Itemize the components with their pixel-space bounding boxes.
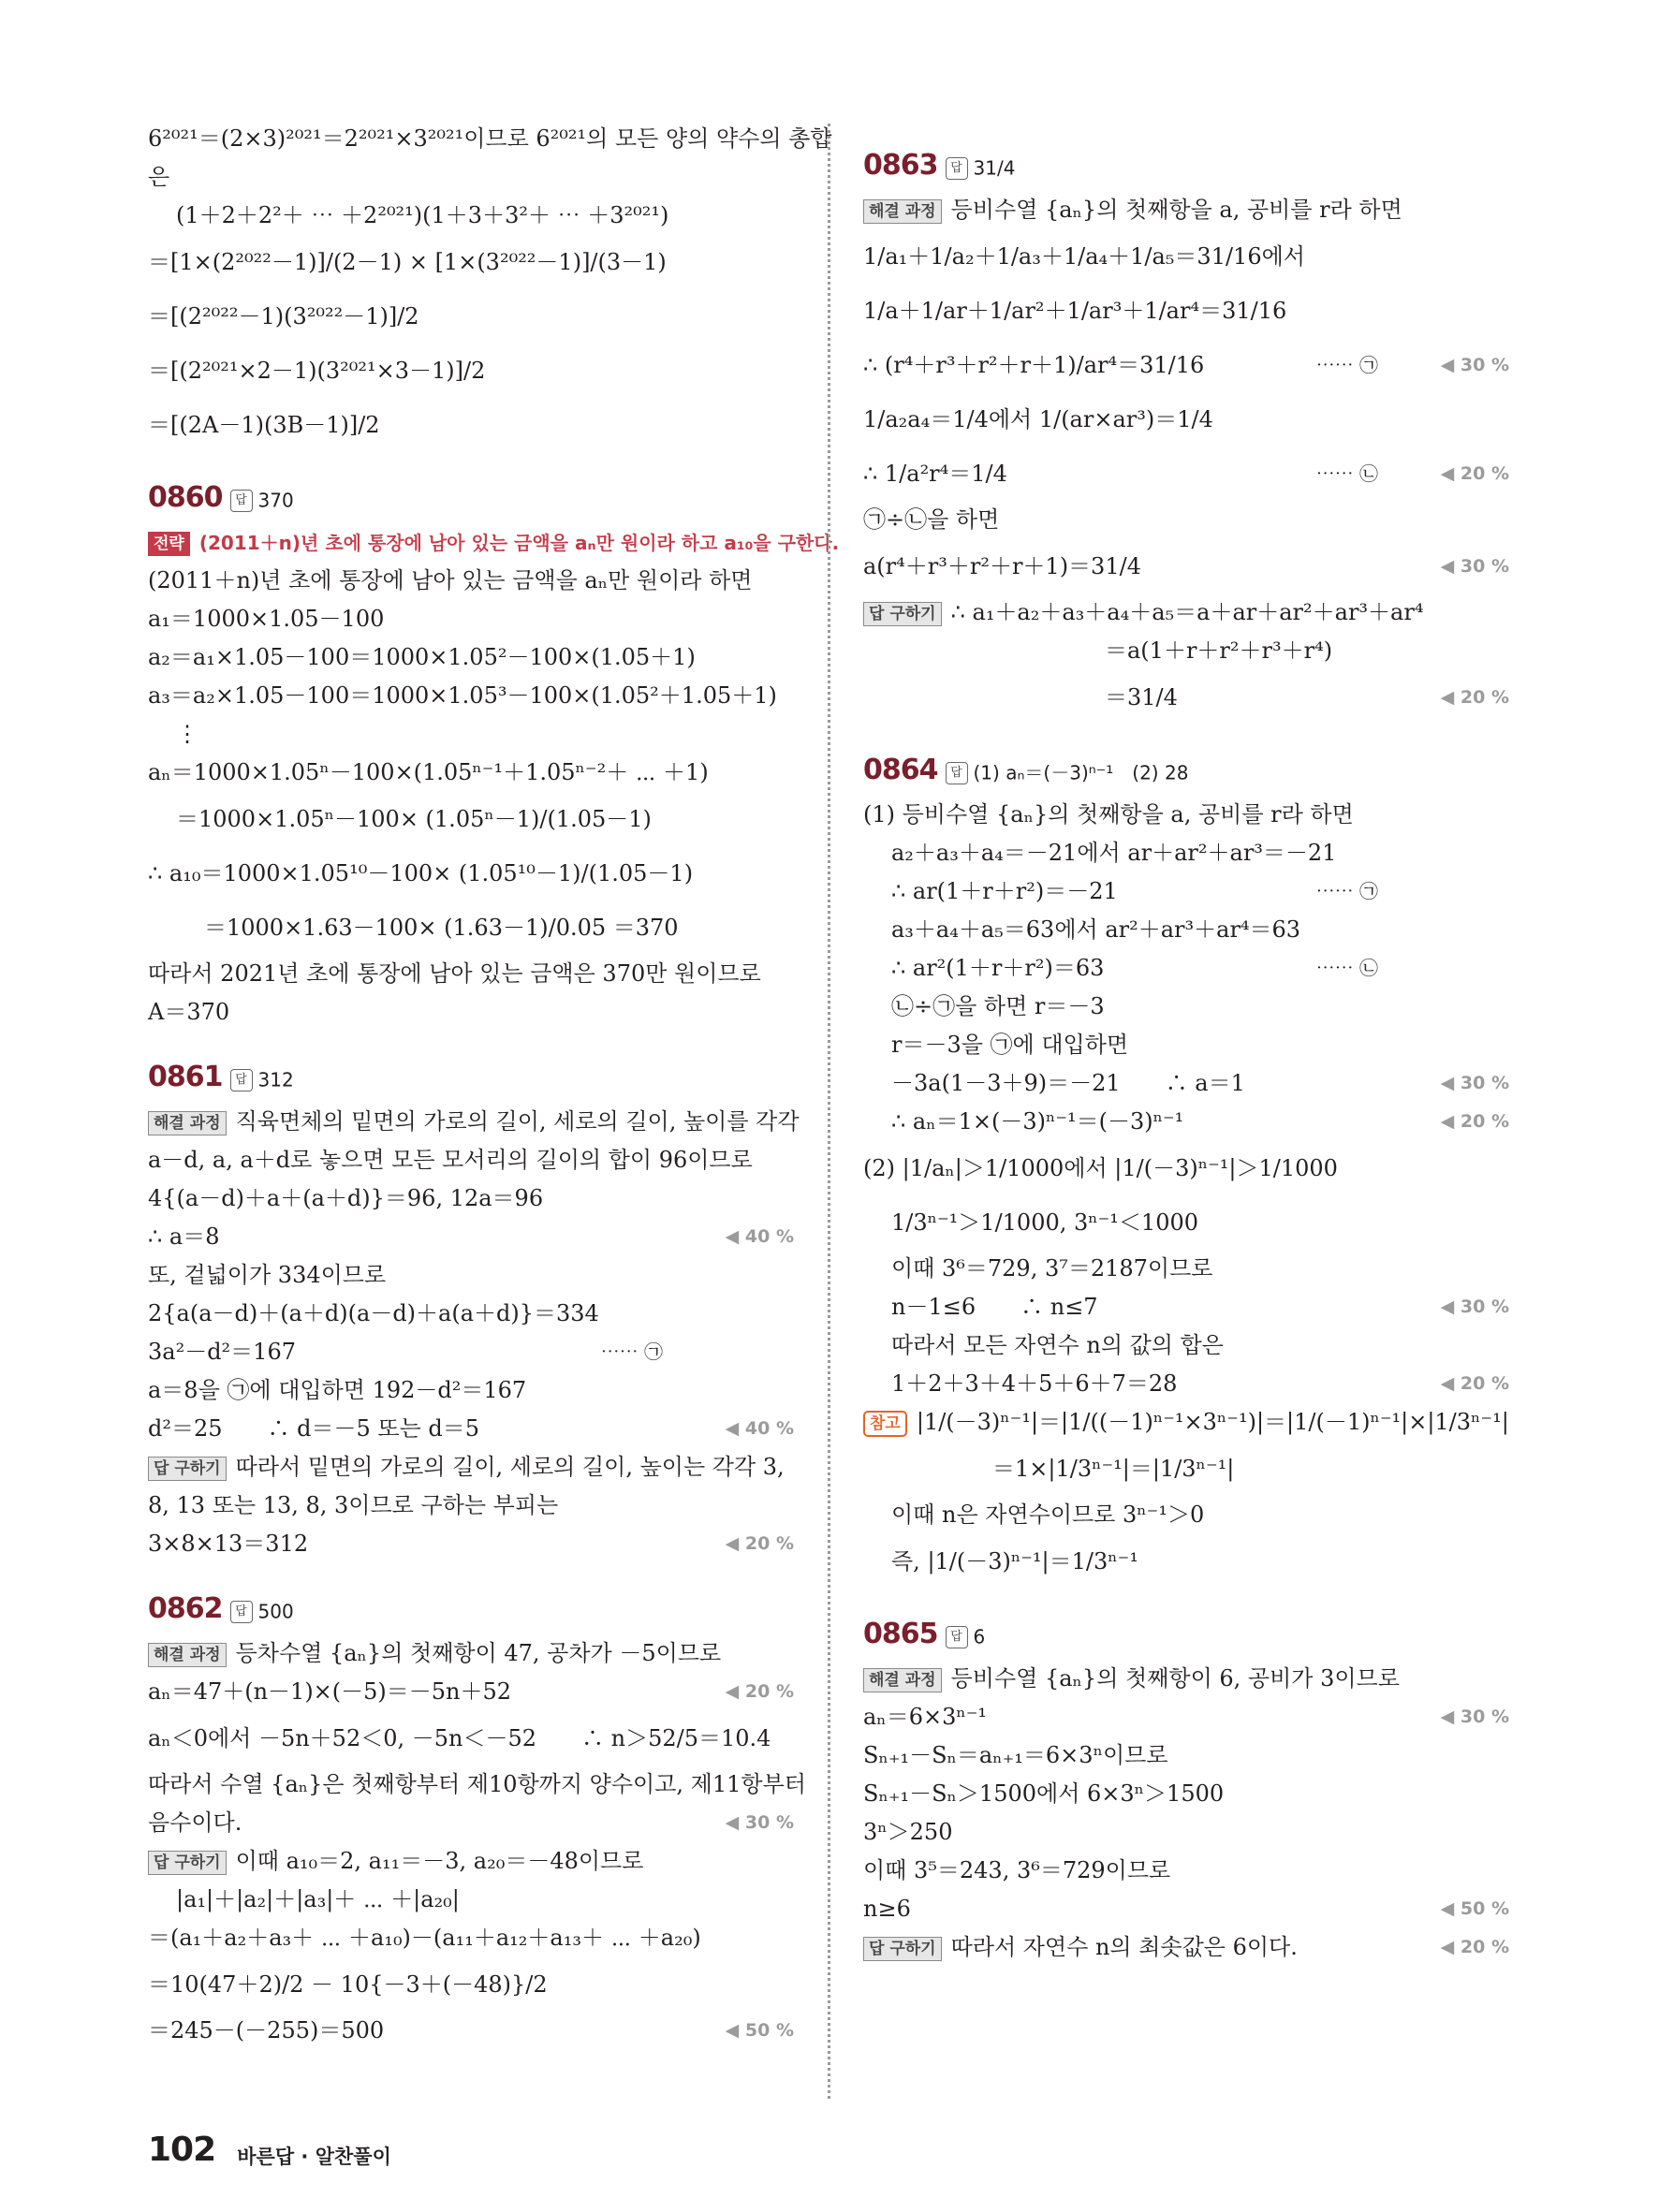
line-text: a₃＋a₄＋a₅＝63에서 ar²＋ar³＋ar⁴＝63 — [891, 916, 1301, 943]
solution-line — [148, 1218, 794, 1256]
step-tag: 해결 과정 — [863, 199, 942, 224]
line-text: 따라서 모든 자연수 n의 값의 합은 — [891, 1332, 1224, 1358]
solution-line — [148, 792, 794, 846]
line-text: 직육면체의 밑면의 가로의 길이, 세로의 길이, 높이를 각각 — [235, 1108, 800, 1135]
line-text: 이때 3⁶＝729, 3⁷＝2187이므로 — [891, 1255, 1213, 1282]
solution-line — [863, 911, 1509, 949]
line-text: (2011＋n)년 초에 통장에 남아 있는 금액을 aₙ만 원이라 하고 a₁₀을 구한다. — [198, 532, 840, 554]
score-percent: ◀ 30 % — [1440, 1707, 1509, 1727]
page-number: 102 — [148, 2131, 216, 2169]
solution-line — [148, 1957, 794, 2012]
line-text: ＝1000×1.05ⁿ－100× (1.05ⁿ－1)/(1.05－1) — [176, 806, 652, 832]
line-text: (1) 등비수열 {aₙ}의 첫째항을 a, 공비를 r라 하면 — [863, 801, 1354, 828]
line-text: ＝31/4 — [947, 684, 1178, 710]
problem-answer: 500 — [257, 1600, 294, 1623]
answer-icon: 답 — [946, 1626, 968, 1648]
solution-line — [863, 338, 1509, 392]
line-text: 은 — [148, 164, 170, 190]
line-text: 3ⁿ＞250 — [863, 1819, 953, 1845]
line-text: 3a²－d²＝167 — [148, 1339, 296, 1365]
score-percent: ◀ 20 % — [1440, 687, 1509, 708]
line-text: ㉡÷㉠을 하면 r＝－3 — [891, 993, 1105, 1019]
solution-line — [863, 796, 1509, 834]
line-text: 8, 13 또는 13, 8, 3이므로 구하는 부피는 — [148, 1492, 559, 1518]
solution-line — [863, 1288, 1509, 1326]
line-text: a(r⁴＋r³＋r²＋r＋1)＝31/4 — [863, 553, 1141, 579]
line-text: 4{(a－d)＋a＋(a＋d)}＝96, 12a＝96 — [148, 1185, 544, 1211]
solution-line — [863, 539, 1509, 593]
problem-number: 0862 — [148, 1592, 223, 1625]
line-text: 음수이다. — [148, 1809, 242, 1836]
line-text: a－d, a, a＋d로 놓으면 모든 모서리의 길이의 합이 96이므로 — [148, 1147, 753, 1173]
line-text: aₙ＝6×3ⁿ⁻¹ — [863, 1704, 988, 1730]
line-text: 1/3ⁿ⁻¹＞1/1000, 3ⁿ⁻¹＜1000 — [891, 1209, 1199, 1236]
line-text: n≥6 — [863, 1896, 911, 1922]
solution-line — [148, 562, 794, 600]
line-text: (2) |1/aₙ|＞1/1000에서 |1/(－3)ⁿ⁻¹|＞1/1000 — [863, 1155, 1338, 1181]
line-text: a₁＝1000×1.05－100 — [148, 606, 385, 632]
solution-line — [863, 988, 1509, 1026]
solution-step-line — [148, 1103, 800, 1141]
solution-line — [863, 501, 1509, 539]
line-text: 등비수열 {aₙ}의 첫째항이 6, 공비가 3이므로 — [950, 1665, 1400, 1692]
line-text: ＝1×|1/3ⁿ⁻¹|＝|1/3ⁿ⁻¹| — [947, 1456, 1235, 1482]
solution-line — [148, 398, 794, 452]
solution-line — [863, 1250, 1509, 1288]
solution-line — [148, 1804, 794, 1842]
line-text: a₃＝a₂×1.05－100＝1000×1.05³－100×(1.05²＋1.05＋1) — [148, 682, 777, 709]
line-text: 1/a＋1/ar＋1/ar²＋1/ar³＋1/ar⁴＝31/16 — [863, 298, 1287, 324]
solution-line — [863, 949, 1509, 988]
line-text: 이때 3⁵＝243, 3⁶＝729이므로 — [863, 1857, 1171, 1883]
line-text: －3a(1－3＋9)＝－21 ∴ a＝1 — [891, 1070, 1245, 1096]
line-text: 등차수열 {aₙ}의 첫째항이 47, 공차가 －5이므로 — [235, 1640, 722, 1666]
solution-line — [863, 1365, 1509, 1403]
problem-header — [863, 741, 1509, 796]
line-text: Sₙ₊₁－Sₙ＞1500에서 6×3ⁿ＞1500 — [863, 1780, 1225, 1807]
line-text: 따라서 밑면의 가로의 길이, 세로의 길이, 높이는 각각 3, — [235, 1454, 785, 1480]
solution-line — [148, 1410, 794, 1448]
solution-step-line — [148, 1634, 794, 1673]
solution-line — [863, 632, 1509, 670]
line-text: 2{a(a－d)＋(a＋d)(a－d)＋a(a＋d)}＝334 — [148, 1300, 599, 1326]
solution-line — [148, 754, 794, 792]
line-text: ∴ a₁₀＝1000×1.05¹⁰－100× (1.05¹⁰－1)/(1.05－1) — [148, 860, 694, 886]
line-text: A＝370 — [148, 999, 230, 1025]
solution-step-line — [863, 1403, 1509, 1442]
solution-line — [148, 1256, 794, 1295]
line-text: ＝[(2²⁰²¹×2－1)(3²⁰²¹×3－1)]/2 — [148, 358, 486, 384]
line-text: ＝245－(－255)＝500 — [148, 2017, 385, 2044]
score-percent: ◀ 20 % — [1440, 1111, 1509, 1132]
solution-line — [148, 1673, 794, 1711]
solution-line — [148, 1765, 806, 1804]
step-tag: 해결 과정 — [863, 1668, 942, 1692]
line-text: aₙ＜0에서 －5n＋52＜0, －5n＜－52 ∴ n＞52/5＝10.4 — [148, 1725, 771, 1751]
step-tag: 답 구하기 — [863, 1937, 942, 1961]
line-text: 따라서 2021년 초에 통장에 남아 있는 금액은 370만 원이므로 — [148, 960, 761, 987]
solution-line — [863, 1698, 1509, 1736]
solution-line — [148, 1333, 794, 1371]
solution-step-line — [148, 1842, 794, 1881]
line-text: ∴ aₙ＝1×(－3)ⁿ⁻¹＝(－3)ⁿ⁻¹ — [891, 1108, 1184, 1135]
line-text: (1＋2＋2²＋ ⋯ ＋2²⁰²¹)(1＋3＋3²＋ ⋯ ＋3²⁰²¹) — [176, 202, 669, 228]
line-text: a＝8을 ㉠에 대입하면 192－d²＝167 — [148, 1377, 527, 1403]
line-text: ∴ a₁＋a₂＋a₃＋a₄＋a₅＝a＋ar＋ar²＋ar³＋ar⁴ — [950, 599, 1424, 625]
problem-header — [148, 469, 794, 523]
line-text: 즉, |1/(－3)ⁿ⁻¹|＝1/3ⁿ⁻¹ — [891, 1548, 1138, 1575]
solution-line — [148, 158, 794, 197]
solution-line — [148, 677, 794, 715]
line-text: ＝10(47＋2)/2 － 10{－3＋(－48)}/2 — [148, 1971, 548, 1998]
line-text: ＝(a₁＋a₂＋a₃＋ ⋯ ＋a₁₀)－(a₁₁＋a₁₂＋a₁₃＋ ⋯ ＋a₂₀) — [148, 1925, 701, 1951]
solution-line — [863, 1195, 1509, 1250]
solution-line — [863, 1813, 1509, 1852]
step-tag: 답 구하기 — [863, 602, 942, 626]
solution-line — [863, 229, 1509, 284]
answer-icon: 답 — [230, 1601, 253, 1623]
score-percent: ◀ 20 % — [1440, 463, 1509, 484]
solution-step-line — [863, 1928, 1509, 1967]
equation-marker: ⋯⋯ ㉠ — [600, 1340, 663, 1363]
score-percent: ◀ 50 % — [1440, 1898, 1509, 1919]
problem-header — [863, 1605, 1509, 1660]
solution-step-line — [148, 1448, 794, 1487]
solution-line — [148, 1919, 794, 1957]
solution-line — [148, 197, 794, 235]
solution-line — [863, 1103, 1509, 1141]
solution-line — [863, 872, 1509, 911]
line-text: aₙ＝1000×1.05ⁿ－100×(1.05ⁿ⁻¹＋1.05ⁿ⁻²＋ ⋯ ＋1) — [148, 759, 709, 785]
solution-line — [863, 1775, 1509, 1813]
solution-line — [148, 1141, 794, 1179]
solution-line — [863, 392, 1509, 447]
solution-line — [863, 1442, 1509, 1496]
right-column — [863, 120, 1509, 1967]
score-percent: ◀ 40 % — [725, 1226, 794, 1247]
line-text: r＝－3을 ㉠에 대입하면 — [891, 1032, 1129, 1058]
strategy-line — [148, 523, 840, 562]
equation-marker: ⋯⋯ ㉠ — [1315, 880, 1378, 902]
line-text: 이때 n은 자연수이므로 3ⁿ⁻¹＞0 — [891, 1502, 1205, 1528]
line-text: ∴ (r⁴＋r³＋r²＋r＋1)/ar⁴＝31/16 — [863, 352, 1205, 378]
solution-step-line — [863, 593, 1509, 632]
answer-icon: 답 — [946, 762, 968, 784]
line-text: ＝[(2²⁰²²－1)(3²⁰²²－1)]/2 — [148, 303, 419, 330]
left-column — [148, 120, 840, 2050]
score-percent: ◀ 30 % — [1440, 1296, 1509, 1317]
problem-number: 0861 — [148, 1061, 223, 1093]
solution-line — [148, 120, 832, 158]
step-tag: 해결 과정 — [148, 1643, 227, 1667]
line-text: ∴ ar(1＋r＋r²)＝－21 — [891, 878, 1118, 904]
solution-step-line — [863, 191, 1509, 229]
solution-line — [863, 284, 1509, 338]
score-percent: ◀ 20 % — [1440, 1937, 1509, 1957]
solution-line — [148, 955, 794, 993]
line-text: ∴ 1/a²r⁴＝1/4 — [863, 461, 1007, 487]
equation-marker: ⋯⋯ ㉠ — [1315, 354, 1378, 376]
step-tag: 답 구하기 — [148, 1851, 227, 1875]
solution-line — [148, 638, 794, 677]
line-text: aₙ＝47＋(n－1)×(－5)＝－5n＋52 — [148, 1678, 512, 1705]
line-text: 등비수열 {aₙ}의 첫째항을 a, 공비를 r라 하면 — [950, 197, 1402, 223]
problem-answer: 6 — [973, 1625, 986, 1648]
solution-line — [863, 670, 1509, 725]
line-text: ∴ ar²(1＋r＋r²)＝63 — [891, 955, 1105, 981]
line-text: a₂＝a₁×1.05－100＝1000×1.05²－100×(1.05＋1) — [148, 644, 696, 670]
solution-line — [863, 1890, 1509, 1928]
line-text: ∴ a＝8 — [148, 1223, 220, 1250]
line-text: 6²⁰²¹＝(2×3)²⁰²¹＝2²⁰²¹×3²⁰²¹이므로 6²⁰²¹의 모든 양의 약수의 총합 — [148, 125, 832, 152]
score-percent: ◀ 30 % — [1440, 556, 1509, 577]
line-text: 이때 a₁₀＝2, a₁₁＝－3, a₂₀＝－48이므로 — [235, 1848, 644, 1874]
solution-line — [863, 1064, 1509, 1103]
problem-number: 0863 — [863, 149, 938, 182]
problem-header — [148, 1580, 794, 1634]
line-text: a₂＋a₃＋a₄＝－21에서 ar＋ar²＋ar³＝－21 — [891, 840, 1337, 866]
equation-marker: ⋯⋯ ㉡ — [1315, 957, 1378, 979]
column-divider — [828, 124, 830, 2099]
line-text: 따라서 수열 {aₙ}은 첫째항부터 제10항까지 양수이고, 제11항부터 — [148, 1771, 806, 1797]
solution-line — [863, 1736, 1509, 1775]
line-text: 1＋2＋3＋4＋5＋6＋7＝28 — [891, 1370, 1178, 1397]
line-text: (2011＋n)년 초에 통장에 남아 있는 금액을 aₙ만 원이라 하면 — [148, 567, 753, 593]
solution-line — [148, 715, 794, 754]
line-text: |a₁|＋|a₂|＋|a₃|＋ ⋯ ＋|a₂₀| — [176, 1886, 460, 1912]
problem-answer: (1) aₙ＝(－3)ⁿ⁻¹ (2) 28 — [973, 761, 1189, 784]
line-text: 1/a₁＋1/a₂＋1/a₃＋1/a₄＋1/a₅＝31/16에서 — [863, 243, 1305, 270]
solution-line — [148, 235, 794, 289]
footer-title: 바른답 · 알찬풀이 — [237, 2145, 391, 2168]
solution-line — [863, 1496, 1509, 1534]
score-percent: ◀ 40 % — [725, 1418, 794, 1439]
solution-line — [863, 1326, 1509, 1365]
solution-line — [148, 2012, 794, 2050]
solution-line — [863, 1141, 1509, 1195]
problem-answer: 31/4 — [973, 156, 1016, 180]
step-tag: 해결 과정 — [148, 1111, 227, 1135]
score-percent: ◀ 20 % — [725, 1533, 794, 1554]
line-text: ＝[(2A－1)(3B－1)]/2 — [148, 412, 380, 438]
problem-number: 0864 — [863, 754, 938, 786]
page-footer — [148, 2127, 391, 2174]
line-text: ＝[1×(2²⁰²²－1)]/(2－1) × [1×(3²⁰²²－1)]/(3－1) — [148, 249, 667, 275]
problem-answer: 370 — [257, 489, 294, 512]
problem-number: 0860 — [148, 481, 223, 514]
solution-line — [148, 289, 794, 344]
equation-marker: ⋯⋯ ㉡ — [1315, 462, 1378, 485]
solution-line — [148, 1487, 794, 1525]
problem-header — [148, 1048, 794, 1103]
solution-step-line — [863, 1660, 1509, 1698]
problem-answer: 312 — [257, 1068, 294, 1091]
solution-line — [148, 600, 794, 638]
line-text: n－1≤6 ∴ n≤7 — [891, 1294, 1098, 1320]
solution-line — [148, 993, 794, 1032]
answer-icon: 답 — [230, 490, 253, 512]
line-text: ㉠÷㉡을 하면 — [863, 506, 1000, 533]
line-text: Sₙ₊₁－Sₙ＝aₙ₊₁＝6×3ⁿ이므로 — [863, 1742, 1168, 1768]
line-text: ⋮ — [176, 721, 198, 747]
solution-line — [148, 1295, 794, 1333]
solution-line — [863, 1852, 1509, 1890]
line-text: 또, 겉넓이가 334이므로 — [148, 1262, 387, 1288]
step-tag: 참고 — [863, 1411, 907, 1437]
step-tag: 답 구하기 — [148, 1457, 227, 1481]
score-percent: ◀ 30 % — [1440, 355, 1509, 375]
solution-line — [148, 1711, 794, 1765]
line-text: ＝a(1＋r＋r²＋r³＋r⁴) — [947, 637, 1333, 664]
line-text: 3×8×13＝312 — [148, 1531, 309, 1557]
score-percent: ◀ 20 % — [725, 1681, 794, 1702]
solution-line — [863, 1534, 1509, 1589]
line-text: ＝1000×1.63－100× (1.63－1)/0.05 ＝370 — [204, 915, 679, 941]
solution-line — [863, 447, 1509, 501]
solution-line — [148, 846, 794, 901]
score-percent: ◀ 20 % — [1440, 1373, 1509, 1394]
line-text: |1/(－3)ⁿ⁻¹|＝|1/((－1)ⁿ⁻¹×3ⁿ⁻¹)|＝|1/(－1)ⁿ⁻¹|×|1/3ⁿ⁻¹| — [916, 1409, 1509, 1435]
problem-header — [863, 137, 1509, 191]
line-text: 1/a₂a₄＝1/4에서 1/(ar×ar³)＝1/4 — [863, 406, 1213, 432]
solution-line — [148, 1371, 794, 1410]
answer-icon: 답 — [230, 1069, 253, 1091]
line-text: d²＝25 ∴ d＝－5 또는 d＝5 — [148, 1415, 480, 1442]
solution-line — [148, 1525, 794, 1563]
solution-line — [863, 1026, 1509, 1064]
solution-line — [148, 1881, 794, 1919]
answer-icon: 답 — [946, 157, 968, 180]
step-tag: 전략 — [148, 532, 190, 556]
problem-number: 0865 — [863, 1618, 938, 1650]
solution-line — [148, 344, 794, 398]
score-percent: ◀ 30 % — [1440, 1073, 1509, 1093]
line-text: 따라서 자연수 n의 최솟값은 6이다. — [950, 1934, 1298, 1960]
solution-line — [863, 834, 1509, 872]
score-percent: ◀ 30 % — [725, 1812, 794, 1833]
solution-line — [148, 901, 794, 955]
score-percent: ◀ 50 % — [725, 2020, 794, 2041]
solution-line — [148, 1179, 794, 1218]
